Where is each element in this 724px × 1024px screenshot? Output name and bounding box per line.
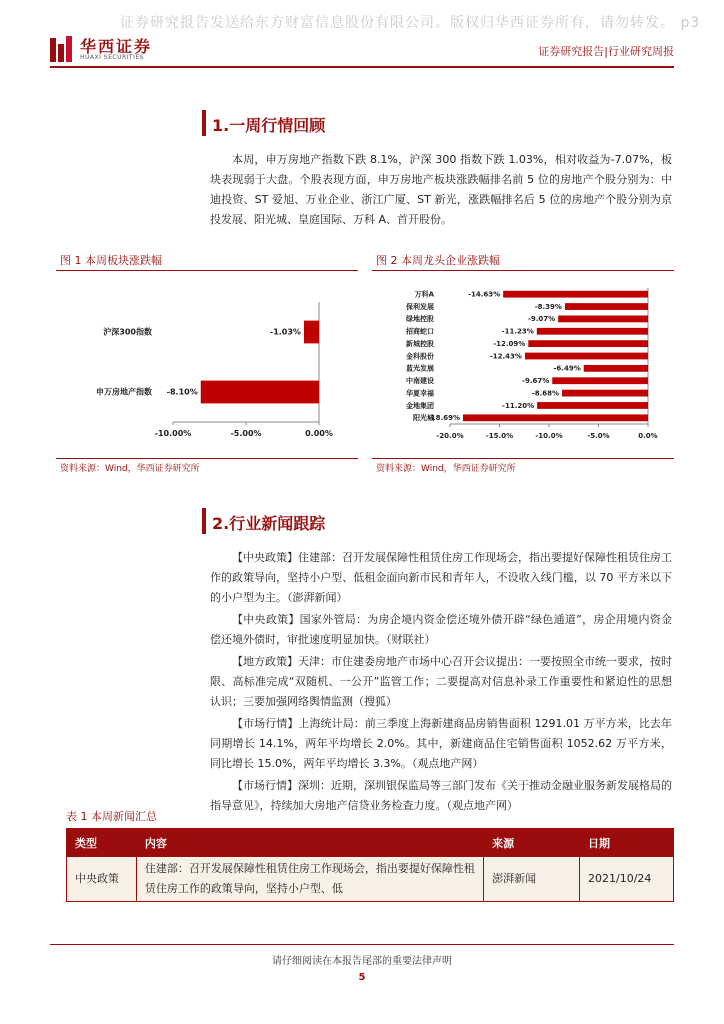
category-label: 万科A: [414, 290, 434, 299]
bar: [552, 377, 648, 384]
category-label: 金地集团: [406, 401, 434, 410]
data-label: -12.43%: [489, 352, 522, 361]
logo-icon: [50, 36, 72, 62]
bar: [528, 340, 648, 347]
bar: [558, 316, 648, 323]
column-header: 来源: [484, 829, 580, 857]
news-item: 【地方政策】天津：市住建委房地产市场中心召开会议提出：一要按照全市统一要求，按时限、高标准完成“双随机、一公开”监管工作；二要提高对信息补录工作重要性和紧迫性的思想认识；三要加强网络舆情监测（搜狐）: [210, 655, 672, 708]
bar: [463, 414, 648, 421]
category-label: 华夏幸福: [406, 389, 434, 398]
section2-title: 2.行业新闻跟踪: [212, 514, 326, 533]
news-summary-table: [66, 828, 674, 902]
figure2-source-rule: [372, 458, 674, 459]
watermark: 证券研究报告发送给东方财富信息股份有限公司。版权归华西证券所有，请勿转发。 p3: [120, 15, 701, 31]
figure1-source-rule: [56, 458, 358, 459]
table-header-row: [67, 829, 674, 857]
report-type: 证券研究报告|行业研究周报: [538, 45, 674, 58]
bar: [537, 328, 648, 335]
category-label: 绿地控股: [406, 315, 434, 324]
category-label: 中南建设: [406, 377, 434, 386]
column-header: 内容: [136, 829, 483, 857]
data-label: -6.49%: [553, 364, 581, 373]
data-label: -8.39%: [534, 302, 562, 311]
data-label: -11.20%: [502, 401, 535, 410]
bar: [304, 321, 319, 344]
figure1-rule: [56, 270, 358, 271]
data-label: -11.23%: [501, 327, 534, 336]
header-divider: [50, 66, 674, 68]
x-tick-label: -10.0%: [535, 432, 563, 440]
x-tick-label: 0.0%: [638, 432, 658, 440]
figure2-rule: [372, 270, 674, 271]
x-tick-label: 0.00%: [305, 429, 333, 438]
data-label: -1.03%: [269, 327, 301, 337]
category-label: 申万房地产指数: [96, 387, 152, 397]
bar: [201, 381, 319, 404]
section1-paragraph: 本周，申万房地产指数下跌 8.1%，沪深 300 指数下跌 1.03%，相对收益为-7.07%，板块表现弱于大盘。个股表现方面，申万房地产板块涨跌幅排名前 5 位的房地产个股分别为：中迪投资、ST 爱旭、万业企业、浙江广厦、ST 新光，涨跌幅排名后 5 位的房地产个股分别为京投发展、阳光城、皇庭国际、万科 A、首开股份。: [210, 153, 672, 226]
x-tick-label: -20.0%: [436, 432, 464, 440]
page-number: 5: [358, 972, 366, 983]
data-label: -9.67%: [522, 377, 550, 386]
category-label: 新城控股: [406, 339, 434, 348]
category-label: 阳光城: [413, 414, 434, 423]
data-label: -8.68%: [531, 389, 560, 398]
logo-text: 华西证券: [80, 37, 153, 56]
column-header: 类型: [67, 829, 137, 857]
category-label: 蓝光发展: [406, 364, 434, 373]
category-label: 保利发展: [406, 302, 434, 311]
x-tick-label: -10.00%: [154, 429, 192, 438]
bar: [565, 303, 648, 310]
bar: [503, 291, 648, 298]
bar: [584, 365, 648, 372]
data-label: -18.69%: [427, 414, 460, 423]
footer-divider: [50, 944, 674, 945]
bar: [537, 402, 648, 409]
data-label: -9.07%: [528, 315, 556, 324]
section1-title: 1.一周行情回顾: [212, 116, 326, 135]
news-item: 【市场行情】深圳：近期，深圳银保监局等三部门发布《关于推动金融业服务新发展格局的指导意见》，持续加大房地产信贷业务检查力度。（观点地产网）: [210, 779, 672, 812]
news-item: 【市场行情】上海统计局：前三季度上海新建商品房销售面积 1291.01 万平方米，比去年同期增长 14.1%，两年平均增长 2.0%。其中，新建商品住宅销售面积 1052.62 万平方米，同比增长 15.0%，两年平均增长 3.3%。（观点地产网）: [210, 717, 672, 770]
figure1-chart: [56, 272, 358, 454]
figure2-source: 资料来源：Wind，华西证券研究所: [376, 464, 516, 474]
section-marker: [202, 110, 206, 136]
figure2-title: 图 2 本周龙头企业涨跌幅: [376, 254, 500, 267]
bar: [562, 390, 648, 397]
table-cell-source: 澎湃新闻: [484, 857, 580, 902]
x-tick-label: -5.00%: [230, 429, 262, 438]
section-marker: [202, 508, 206, 534]
figure1-title: 图 1 本周板块涨跌幅: [60, 254, 162, 267]
table-cell-type: 中央政策: [67, 857, 137, 902]
news-item: 【中央政策】国家外管局：为房企境内资金偿还境外债开辟“绿色通道”，房企用境内资金偿还境外债时，审批速度明显加快。（财联社）: [210, 613, 672, 646]
category-label: 金科股份: [406, 352, 434, 361]
table-row: [67, 857, 674, 902]
data-label: -12.09%: [493, 339, 526, 348]
figure1-source: 资料来源：Wind，华西证券研究所: [60, 464, 200, 474]
bar: [525, 353, 648, 360]
table-cell-date: 2021/10/24: [580, 857, 674, 902]
data-label: -8.10%: [166, 387, 198, 397]
figure2-chart: [372, 272, 674, 454]
category-label: 沪深300指数: [103, 327, 152, 337]
table-cell-content: 住建部：召开发展保障性租赁住房工作现场会，指出要提好保障性租赁住房工作的政策导向，坚持小户型、低: [136, 857, 483, 902]
logo-subtext: HUAXI SECURITIES: [80, 54, 144, 61]
category-label: 招商蛇口: [406, 327, 434, 336]
x-tick-label: -15.0%: [485, 432, 514, 440]
footer-disclaimer: 请仔细阅读在本报告尾部的重要法律声明: [272, 956, 452, 967]
x-tick-label: -5.0%: [587, 432, 610, 440]
data-label: -14.63%: [468, 290, 501, 299]
column-header: 日期: [580, 829, 674, 857]
news-item: 【中央政策】住建部：召开发展保障性租赁住房工作现场会，指出要提好保障性租赁住房工作的政策导向，坚持小户型、低租金面向新市民和青年人，不设收入线门槛，以 70 平方米以下的小户型为主。（澎湃新闻）: [210, 551, 672, 604]
table1-title: 表 1 本周新闻汇总: [66, 810, 157, 823]
